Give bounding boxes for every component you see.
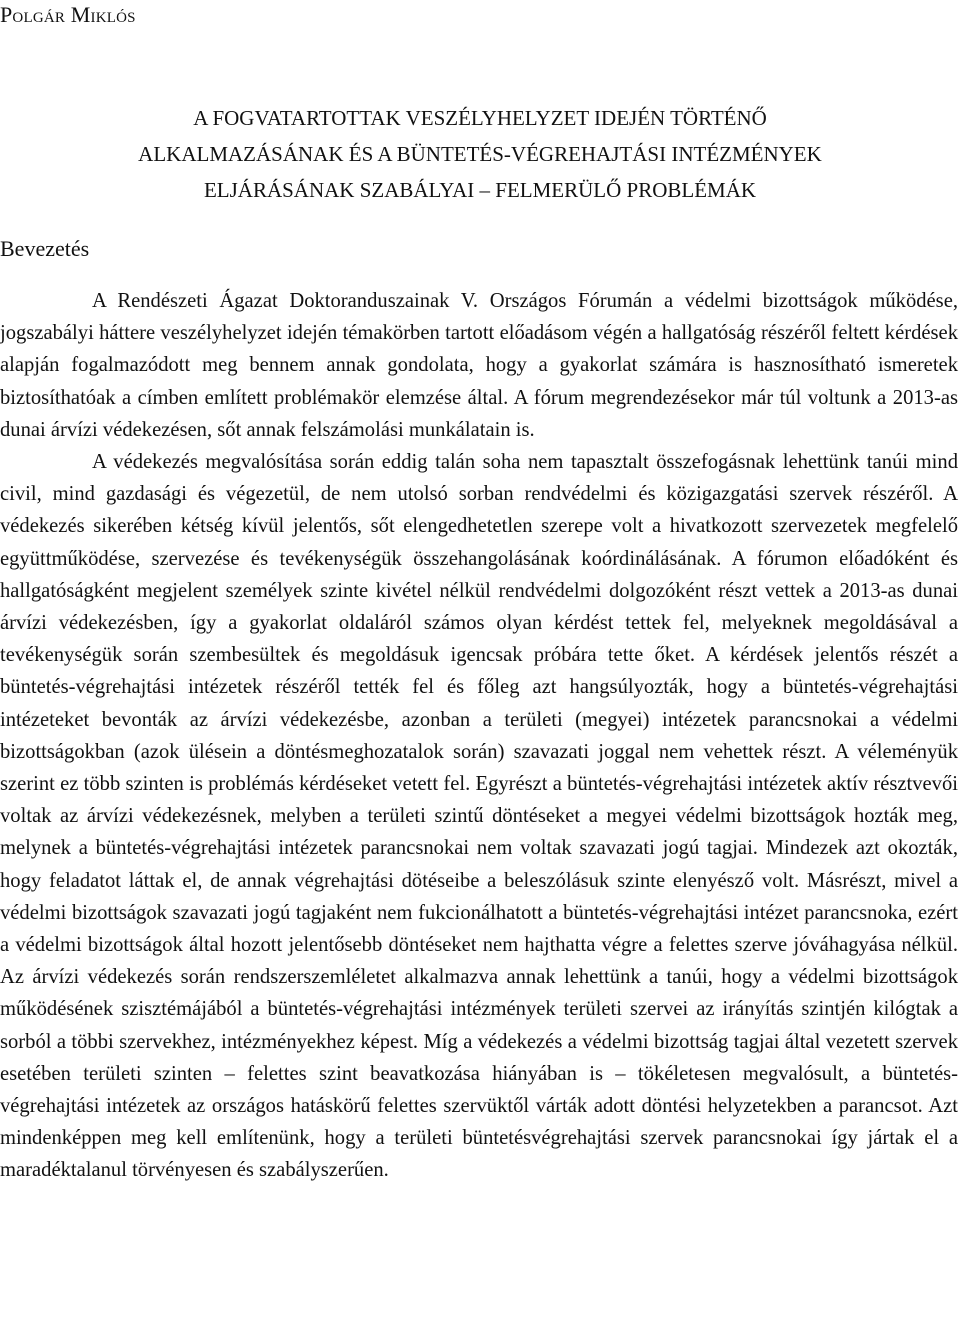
title-line: ALKALMAZÁSÁNAK ÉS A BÜNTETÉS-VÉGREHAJTÁSI INTÉZMÉNYEK [138, 142, 822, 166]
title-line: A FOGVATARTOTTAK VESZÉLYHELYZET IDEJÉN TÖRTÉNŐ [193, 106, 767, 130]
title-line: ELJÁRÁSÁNAK SZABÁLYAI – FELMERÜLŐ PROBLÉMÁK [203, 178, 757, 202]
document-title [0, 100, 960, 208]
body-text [0, 285, 958, 1187]
author-name: Polgár Miklós [0, 2, 136, 27]
paragraph: A védekezés megvalósítása során eddig talán soha nem tapasztalt összefogásnak lehettünk tanúi mind civil, mind gazdasági és végezetül, de nem utolsó sorban rendvédelmi és közigazgatási szervek részéről. A védekezés sikerében kétség kívül jelentős, sőt elengedhetetlen szerepe volt a hivatkozott szervezetek megfelelő együttműködése, szervezése és tevékenységük összehangolásának koórdinálásának. A fórumon előadóként és hallgatóságként megjelent személyek szinte kivétel nélkül rendvédelmi dolgozóként részt vettek a 2013-as dunai árvízi védekezésben, így a gyakorlat oldaláról számos olyan kérdést tettek fel, melyeknek megoldásával a tevékenységük során szembesültek és megoldásuk igencsak próbára tette őket. A kérdések jelentős részét a büntetés-végrehajtási intézetek részéről tették fel és főleg azt hangsúlyozták, hogy a büntetés-végrehajtási intézeteket bevonták az árvízi védekezésbe, azonban a területi (megyei) intézetek parancsnokai a védelmi bizottságokban (azok ülésein a döntésmeghozatalok során) szavazati joggal nem vehettek részt. A véleményük szerint ez több szinten is problémás kérdéseket vetett fel. Egyrészt a büntetés-végrehajtási intézetek aktív résztvevői voltak az árvízi védekezésnek, melyben a területi szintű döntéseket a megyei védelmi bizottságok hozták meg, melynek a büntetés-végrehajtási intézetek parancsnokai nem voltak szavazati jogú tagjai. Mindezek azt okozták, hogy feladatot láttak el, de annak végrehajtási dötéseibe a beleszólásuk szinte elenyésző volt. Másrészt, mivel a védelmi bizottságok szavazati jogú tagjaként nem fukcionálhatott a büntetés-végrehajtási intézet parancsnoka, ezért a védelmi bizottságok által hozott jelentősebb döntéseket nem hajthatta végre a felettes szerve jóváhagyása nélkül. Az árvízi védekezés során rendszerszemléletet alkalmazva annak lehettünk a tanúi, hogy a védelmi bizottságok működésének szisztémájából a büntetés-végrehajtási intézmények területi szervei az irányítás szintjén kilógtak a sorból a többi szervekhez, intézményekhez képest. Míg a védekezés a védelmi bizottság tagjai által vezetett szervek esetében területi szinten – felettes szint beavatkozása hiányában is – tökéletesen megvalósult, a büntetés-végrehajtási intézetek az országos hatáskörű felettes szervüktől várták adott döntési helyzetekben a parancsot. Azt mindenképpen meg kell említenünk, hogy a területi büntetésvégrehajtási szervek parancsnokai így jártak el a maradéktalanul törvényesen és szabályszerűen. [0, 451, 958, 1182]
section-heading: Bevezetés [0, 236, 90, 261]
paragraph: A Rendészeti Ágazat Doktoranduszainak V. Országos Fórumán a védelmi bizottságok működése, jogszabályi háttere veszélyhelyzet idején témakörben tartott előadásom végén a hallgatóság részéről feltett kérdések alapján fogalmazódott meg bennem annak gondolata, hogy a gyakorlat számára is hasznosítható ismeretek biztosíthatóak a címben említett problémakör elemzése által. A fórum megrendezésekor már túl voltunk a 2013-as dunai árvízi védekezésen, sőt annak felszámolási munkálatain is. [0, 290, 958, 441]
